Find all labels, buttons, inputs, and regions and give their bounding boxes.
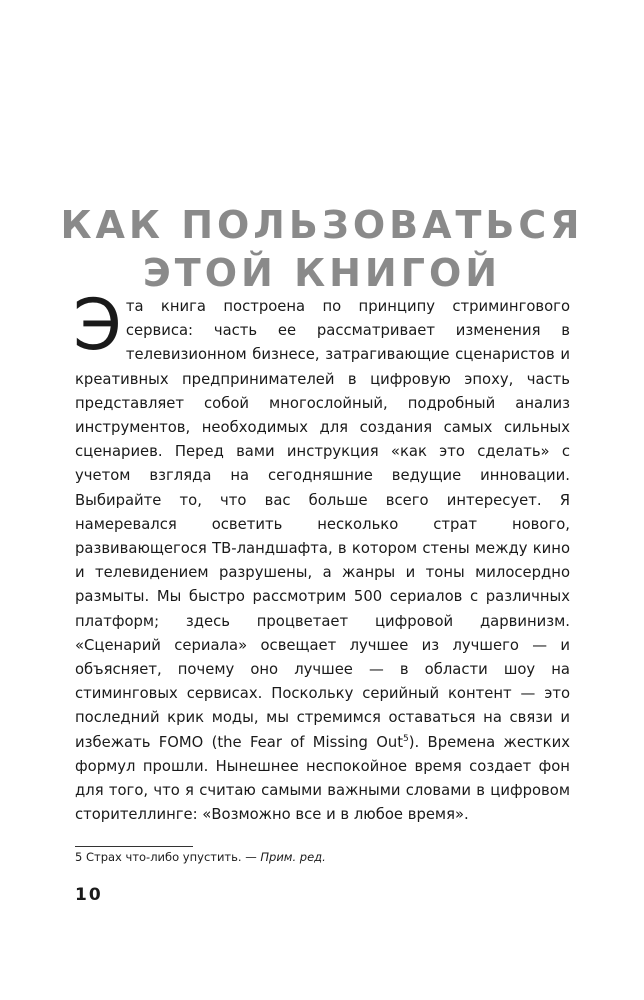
footnote-number: 5: [75, 850, 83, 864]
footnote: [75, 849, 570, 865]
body-paragraph: [73, 284, 570, 827]
footnote-text: Страх что-либо упустить. —: [85, 850, 261, 864]
chapter-title-line-2: ЭТОЙ КНИГОЙ: [142, 251, 502, 296]
footnote-editor-note: Прим. ред.: [260, 850, 326, 864]
footnote-divider: [75, 846, 193, 847]
body-text-end: ). Времена жестких формул прошли. Нынешнее неспокойное время создает фон для того, что я считаю самыми важными словами в цифровом сторителлинге: «Возможно все и в любое время».: [75, 733, 570, 824]
chapter-title-line-1: КАК ПОЛЬЗОВАТЬСЯ: [60, 203, 584, 248]
page-number: 10: [75, 885, 103, 905]
footnote-reference[interactable]: 5: [403, 733, 409, 744]
drop-cap: Э: [73, 284, 122, 366]
body-text-start: та книга построена по принципу стримингового сервиса: часть ее рассматривает изменения в телевизионном бизнесе, затрагивающие сценаристов и креативных предпринимателей в цифровую эпоху, часть представляет собой многослойный, подробный анализ инструментов, необходимых для создания самых сильных сценариев. Перед вами инструкция «как это сделать» с учетом взгляда на сегодняшние ведущие инновации. Выбирайте то, что вас больше всего интересует. Я намеревался осветить несколько страт нового, развивающегося ТВ-ландшафта, в котором стены между кино и телевидением разрушены, а жанры и тоны милосердно размыты. Мы быстро рассмотрим 500 сериалов с различных платформ; здесь процветает цифровой дарвинизм. «Сценарий сериала» освещает лучшее из лучшего — и объясняет, почему оно лучшее — в области шоу на стиминговых сервисах. Поскольку серийный контент — это последний крик моды, мы стремимся оставаться на связи и избежать FOMO (the Fear of Missing Out: [75, 298, 570, 751]
